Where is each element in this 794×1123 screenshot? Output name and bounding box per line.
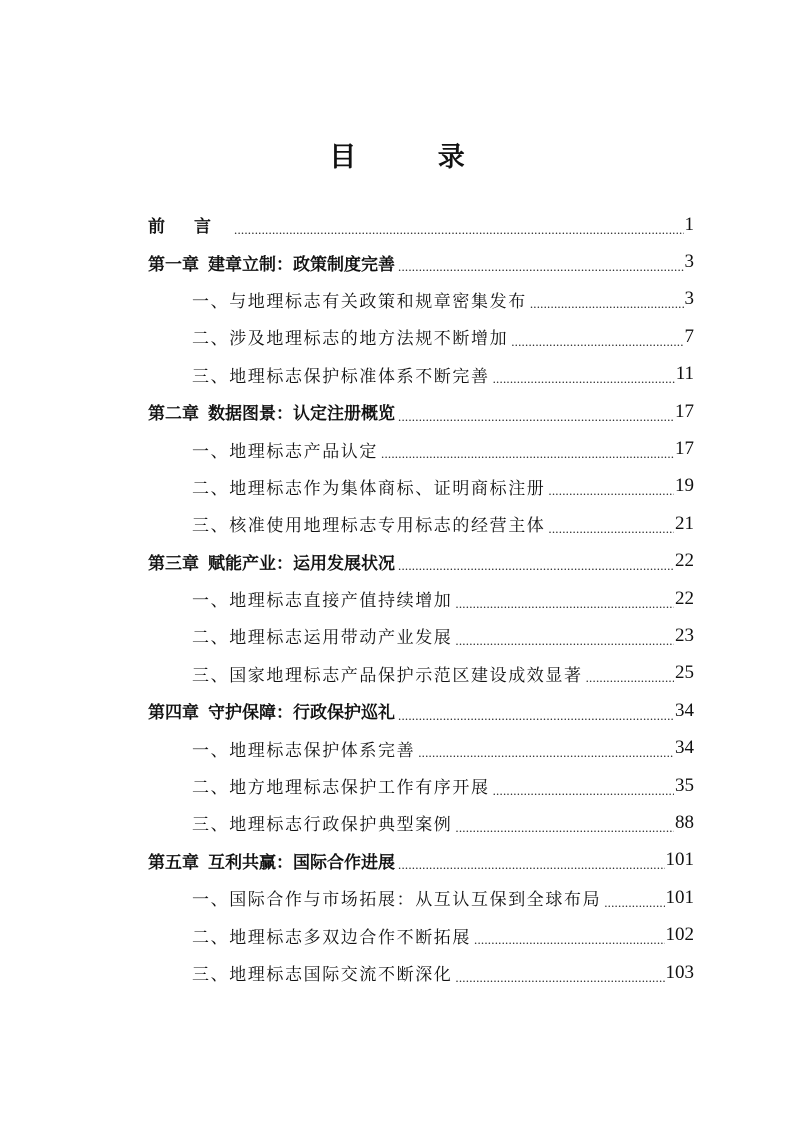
table-of-contents (148, 206, 694, 991)
dot-leader (398, 857, 665, 873)
dot-leader (398, 409, 674, 425)
page-number: 34 (675, 699, 694, 721)
dot-leader (493, 783, 674, 799)
dot-leader (398, 708, 674, 724)
toc-entry-label: 二、地方地理标志保护工作有序开展 (192, 778, 490, 799)
toc-entry-label: 一、与地理标志有关政策和规章密集发布 (192, 291, 527, 312)
dot-leader (455, 596, 674, 612)
toc-section-entry[interactable] (148, 804, 694, 841)
toc-entry-label (148, 549, 395, 574)
chapter-title: 互利共赢：国际合作进展 (208, 852, 395, 873)
toc-entry-label: 一、地理标志直接产值持续增加 (192, 591, 453, 612)
page-number: 7 (684, 325, 694, 347)
toc-title: 目 录 (329, 142, 501, 173)
page-number: 34 (675, 737, 694, 759)
toc-section-entry[interactable] (148, 318, 694, 355)
toc-chapter-entry[interactable] (148, 243, 694, 280)
toc-chapter-entry[interactable] (148, 206, 694, 243)
dot-leader (234, 222, 684, 238)
page-number: 11 (675, 363, 694, 385)
dot-leader (493, 371, 675, 387)
dot-leader (474, 932, 665, 948)
toc-entry-label: 三、地理标志保护标准体系不断完善 (192, 366, 490, 387)
toc-chapter-entry[interactable] (148, 543, 694, 580)
toc-section-entry[interactable] (148, 655, 694, 692)
chapter-number: 第三章 (148, 553, 199, 574)
toc-entry-label: 二、涉及地理标志的地方法规不断增加 (192, 329, 509, 350)
toc-section-entry[interactable] (148, 916, 694, 953)
chapter-title: 守护保障：行政保护巡礼 (208, 703, 395, 724)
toc-section-entry[interactable] (148, 281, 694, 318)
dot-leader (398, 558, 674, 574)
page-number: 3 (684, 251, 694, 273)
dot-leader (398, 259, 684, 275)
page-number: 22 (675, 550, 694, 572)
dot-leader (530, 296, 684, 312)
toc-section-entry[interactable] (148, 879, 694, 916)
toc-entry-label: 二、地理标志作为集体商标、证明商标注册 (192, 478, 546, 499)
chapter-number: 第五章 (148, 852, 199, 873)
page-number: 22 (675, 587, 694, 609)
dot-leader (586, 670, 674, 686)
toc-entry-label (148, 399, 395, 424)
toc-entry-label (148, 848, 395, 873)
page-number: 3 (684, 288, 694, 310)
toc-entry-label (148, 250, 395, 275)
toc-section-entry[interactable] (148, 767, 694, 804)
toc-entry-label: 二、地理标志运用带动产业发展 (192, 628, 453, 649)
page-number: 25 (675, 662, 694, 684)
page-number: 101 (665, 849, 694, 871)
chapter-title: 言 (194, 217, 231, 238)
page-number: 19 (675, 475, 694, 497)
toc-section-entry[interactable] (148, 505, 694, 542)
toc-section-entry[interactable] (148, 430, 694, 467)
dot-leader (548, 483, 674, 499)
chapter-title: 数据图景：认定注册概览 (208, 404, 395, 425)
dot-leader (381, 446, 674, 462)
dot-leader (604, 895, 664, 911)
toc-entry-label: 二、地理标志多双边合作不断拓展 (192, 927, 471, 948)
page-number: 103 (665, 961, 694, 983)
page-number: 35 (675, 774, 694, 796)
dot-leader (455, 970, 664, 986)
toc-section-entry[interactable] (148, 580, 694, 617)
page-number: 1 (684, 213, 694, 235)
page-number: 21 (675, 512, 694, 534)
chapter-number: 第四章 (148, 703, 199, 724)
toc-entry-label: 一、国际合作与市场拓展：从互认互保到全球布局 (192, 890, 602, 911)
toc-entry-label: 三、核准使用地理标志专用标志的经营主体 (192, 516, 546, 537)
page-number: 17 (675, 400, 694, 422)
toc-section-entry[interactable] (148, 468, 694, 505)
page-number: 102 (665, 924, 694, 946)
page-number: 17 (675, 438, 694, 460)
toc-entry-label: 一、地理标志保护体系完善 (192, 740, 416, 761)
toc-chapter-entry[interactable] (148, 692, 694, 729)
toc-chapter-entry[interactable] (148, 842, 694, 879)
toc-entry-label: 三、地理标志国际交流不断深化 (192, 965, 453, 985)
toc-section-entry[interactable] (148, 617, 694, 654)
toc-entry-label: 三、国家地理标志产品保护示范区建设成效显著 (192, 665, 583, 686)
toc-section-entry[interactable] (148, 356, 694, 393)
dot-leader (511, 334, 683, 350)
page-number: 101 (665, 886, 694, 908)
toc-entry-label (148, 698, 395, 723)
dot-leader (455, 820, 674, 836)
toc-section-entry[interactable] (148, 954, 694, 991)
dot-leader (455, 633, 674, 649)
chapter-title: 建章立制：政策制度完善 (208, 254, 395, 275)
toc-entry-label (148, 212, 231, 237)
toc-entry-label: 一、地理标志产品认定 (192, 441, 378, 462)
page-number: 88 (675, 811, 694, 833)
chapter-number: 前 (148, 217, 185, 238)
chapter-number: 第二章 (148, 404, 199, 425)
toc-entry-label: 三、地理标志行政保护典型案例 (192, 815, 453, 836)
dot-leader (418, 745, 674, 761)
chapter-title: 赋能产业：运用发展状况 (208, 553, 395, 574)
toc-chapter-entry[interactable] (148, 393, 694, 430)
page-number: 23 (675, 624, 694, 646)
dot-leader (548, 521, 674, 537)
toc-section-entry[interactable] (148, 729, 694, 766)
chapter-number: 第一章 (148, 254, 199, 275)
